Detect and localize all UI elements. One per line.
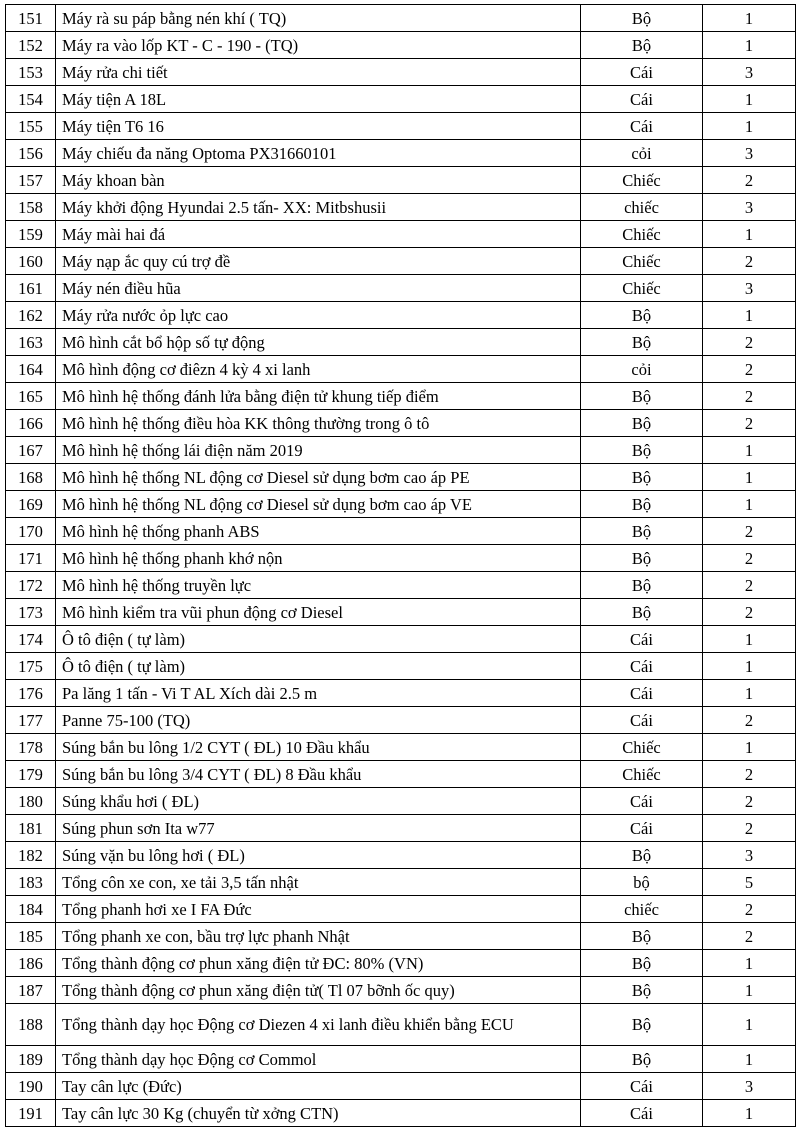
item-name-cell: Tay cân lực 30 Kg (chuyển từ xởng CTN)	[56, 1100, 581, 1127]
row-number-cell: 174	[6, 626, 56, 653]
item-name-cell: Súng bắn bu lông 3/4 CYT ( ĐL) 8 Đầu khẩu	[56, 761, 581, 788]
item-name-cell: Máy khoan bàn	[56, 167, 581, 194]
unit-cell: Cái	[581, 59, 703, 86]
table-row	[6, 815, 796, 842]
row-number-cell: 176	[6, 680, 56, 707]
inventory-table	[5, 4, 796, 1127]
unit-cell: Bộ	[581, 545, 703, 572]
item-name-cell: Tổng côn xe con, xe tải 3,5 tấn nhật	[56, 869, 581, 896]
table-row	[6, 842, 796, 869]
unit-cell: Bộ	[581, 302, 703, 329]
row-number-cell: 173	[6, 599, 56, 626]
quantity-cell: 2	[703, 923, 796, 950]
unit-cell: Bộ	[581, 977, 703, 1004]
unit-cell: Cái	[581, 1073, 703, 1100]
quantity-cell: 2	[703, 356, 796, 383]
table-row	[6, 950, 796, 977]
item-name-cell: Pa lăng 1 tấn - Vi T AL Xích dài 2.5 m	[56, 680, 581, 707]
table-row	[6, 896, 796, 923]
table-row	[6, 113, 796, 140]
item-name-cell: Súng khẩu hơi ( ĐL)	[56, 788, 581, 815]
row-number-cell: 172	[6, 572, 56, 599]
table-row	[6, 761, 796, 788]
unit-cell: Bộ	[581, 491, 703, 518]
table-row	[6, 572, 796, 599]
item-name-cell: Mô hình hệ thống NL động cơ Diesel sử dụng bơm cao áp PE	[56, 464, 581, 491]
item-name-cell: Tổng thành dạy học Động cơ Commol	[56, 1046, 581, 1073]
row-number-cell: 180	[6, 788, 56, 815]
row-number-cell: 169	[6, 491, 56, 518]
item-name-cell: Mô hình hệ thống điều hòa KK thông thường trong ô tô	[56, 410, 581, 437]
item-name-cell: Mô hình hệ thống truyền lực	[56, 572, 581, 599]
quantity-cell: 1	[703, 977, 796, 1004]
table-row	[6, 437, 796, 464]
table-row	[6, 734, 796, 761]
quantity-cell: 1	[703, 1100, 796, 1127]
row-number-cell: 164	[6, 356, 56, 383]
row-number-cell: 153	[6, 59, 56, 86]
unit-cell: Cái	[581, 815, 703, 842]
quantity-cell: 2	[703, 761, 796, 788]
unit-cell: bộ	[581, 869, 703, 896]
unit-cell: Cái	[581, 86, 703, 113]
quantity-cell: 2	[703, 329, 796, 356]
unit-cell: chiếc	[581, 896, 703, 923]
unit-cell: Bộ	[581, 950, 703, 977]
table-row	[6, 599, 796, 626]
quantity-cell: 3	[703, 59, 796, 86]
table-row	[6, 275, 796, 302]
item-name-cell: Mô hình kiểm tra vũi phun động cơ Diesel	[56, 599, 581, 626]
unit-cell: Cái	[581, 680, 703, 707]
unit-cell: Bộ	[581, 464, 703, 491]
table-row	[6, 653, 796, 680]
row-number-cell: 156	[6, 140, 56, 167]
item-name-cell: Mô hình hệ thống phanh khớ nộn	[56, 545, 581, 572]
unit-cell: Cái	[581, 707, 703, 734]
row-number-cell: 185	[6, 923, 56, 950]
unit-cell: Chiếc	[581, 221, 703, 248]
item-name-cell: Tổng thành dạy học Động cơ Diezen 4 xi lanh điều khiển bằng ECU	[56, 1004, 581, 1046]
quantity-cell: 1	[703, 680, 796, 707]
quantity-cell: 2	[703, 599, 796, 626]
quantity-cell: 1	[703, 221, 796, 248]
unit-cell: Cái	[581, 788, 703, 815]
table-row	[6, 383, 796, 410]
item-name-cell: Máy chiếu đa năng Optoma PX31660101	[56, 140, 581, 167]
quantity-cell: 2	[703, 248, 796, 275]
quantity-cell: 2	[703, 572, 796, 599]
unit-cell: Bộ	[581, 329, 703, 356]
quantity-cell: 2	[703, 410, 796, 437]
quantity-cell: 3	[703, 275, 796, 302]
row-number-cell: 171	[6, 545, 56, 572]
table-row	[6, 86, 796, 113]
row-number-cell: 175	[6, 653, 56, 680]
row-number-cell: 159	[6, 221, 56, 248]
row-number-cell: 187	[6, 977, 56, 1004]
item-name-cell: Mô hình động cơ điêzn 4 kỳ 4 xi lanh	[56, 356, 581, 383]
item-name-cell: Máy tiện A 18L	[56, 86, 581, 113]
table-row	[6, 680, 796, 707]
row-number-cell: 186	[6, 950, 56, 977]
item-name-cell: Mô hình hệ thống đánh lửa bằng điện tử khung tiếp điểm	[56, 383, 581, 410]
unit-cell: Chiếc	[581, 734, 703, 761]
unit-cell: Bộ	[581, 32, 703, 59]
table-row	[6, 869, 796, 896]
row-number-cell: 155	[6, 113, 56, 140]
row-number-cell: 181	[6, 815, 56, 842]
item-name-cell: Mô hình hệ thống NL động cơ Diesel sử dụng bơm cao áp VE	[56, 491, 581, 518]
unit-cell: Bộ	[581, 5, 703, 32]
quantity-cell: 3	[703, 194, 796, 221]
quantity-cell: 3	[703, 1073, 796, 1100]
quantity-cell: 1	[703, 32, 796, 59]
row-number-cell: 154	[6, 86, 56, 113]
table-row	[6, 167, 796, 194]
row-number-cell: 190	[6, 1073, 56, 1100]
row-number-cell: 182	[6, 842, 56, 869]
row-number-cell: 189	[6, 1046, 56, 1073]
row-number-cell: 157	[6, 167, 56, 194]
table-row	[6, 518, 796, 545]
quantity-cell: 1	[703, 1046, 796, 1073]
row-number-cell: 184	[6, 896, 56, 923]
row-number-cell: 158	[6, 194, 56, 221]
row-number-cell: 167	[6, 437, 56, 464]
quantity-cell: 2	[703, 707, 796, 734]
table-row	[6, 356, 796, 383]
row-number-cell: 160	[6, 248, 56, 275]
quantity-cell: 2	[703, 518, 796, 545]
table-row	[6, 626, 796, 653]
table-row	[6, 194, 796, 221]
unit-cell: Bộ	[581, 599, 703, 626]
item-name-cell: Máy khởi động Hyundai 2.5 tấn- XX: Mitbshusii	[56, 194, 581, 221]
item-name-cell: Máy tiện T6 16	[56, 113, 581, 140]
row-number-cell: 170	[6, 518, 56, 545]
quantity-cell: 2	[703, 167, 796, 194]
table-row	[6, 464, 796, 491]
row-number-cell: 151	[6, 5, 56, 32]
item-name-cell: Tổng phanh xe con, bầu trợ lực phanh Nhật	[56, 923, 581, 950]
unit-cell: Chiếc	[581, 275, 703, 302]
table-row	[6, 491, 796, 518]
item-name-cell: Tay cân lực (Đức)	[56, 1073, 581, 1100]
quantity-cell: 2	[703, 896, 796, 923]
unit-cell: Bộ	[581, 437, 703, 464]
row-number-cell: 166	[6, 410, 56, 437]
row-number-cell: 191	[6, 1100, 56, 1127]
table-row	[6, 221, 796, 248]
quantity-cell: 2	[703, 815, 796, 842]
quantity-cell: 5	[703, 869, 796, 896]
row-number-cell: 161	[6, 275, 56, 302]
unit-cell: chiếc	[581, 194, 703, 221]
quantity-cell: 1	[703, 464, 796, 491]
item-name-cell: Máy ra vào lốp KT - C - 190 - (TQ)	[56, 32, 581, 59]
quantity-cell: 1	[703, 626, 796, 653]
item-name-cell: Máy nén điều hũa	[56, 275, 581, 302]
unit-cell: Bộ	[581, 383, 703, 410]
item-name-cell: Panne 75-100 (TQ)	[56, 707, 581, 734]
item-name-cell: Súng vặn bu lông hơi ( ĐL)	[56, 842, 581, 869]
item-name-cell: Tổng phanh hơi xe I FA Đức	[56, 896, 581, 923]
table-row	[6, 59, 796, 86]
item-name-cell: Máy nạp ắc quy cú trợ đề	[56, 248, 581, 275]
table-row	[6, 1004, 796, 1046]
unit-cell: Chiếc	[581, 248, 703, 275]
quantity-cell: 3	[703, 842, 796, 869]
table-row	[6, 545, 796, 572]
unit-cell: Cái	[581, 113, 703, 140]
item-name-cell: Ô tô điện ( tự làm)	[56, 653, 581, 680]
table-row	[6, 707, 796, 734]
row-number-cell: 162	[6, 302, 56, 329]
item-name-cell: Mô hình hệ thống lái điện năm 2019	[56, 437, 581, 464]
quantity-cell: 1	[703, 950, 796, 977]
unit-cell: Cái	[581, 1100, 703, 1127]
item-name-cell: Máy mài hai đá	[56, 221, 581, 248]
item-name-cell: Tổng thành động cơ phun xăng điện tử( Tl 07 bỡnh ốc quy)	[56, 977, 581, 1004]
table-row	[6, 410, 796, 437]
row-number-cell: 179	[6, 761, 56, 788]
table-row	[6, 248, 796, 275]
item-name-cell: Máy rửa nước ỏp lực cao	[56, 302, 581, 329]
item-name-cell: Ô tô điện ( tự làm)	[56, 626, 581, 653]
row-number-cell: 152	[6, 32, 56, 59]
quantity-cell: 2	[703, 788, 796, 815]
table-row	[6, 302, 796, 329]
quantity-cell: 2	[703, 383, 796, 410]
quantity-cell: 1	[703, 5, 796, 32]
row-number-cell: 178	[6, 734, 56, 761]
table-row	[6, 329, 796, 356]
row-number-cell: 168	[6, 464, 56, 491]
unit-cell: Bộ	[581, 572, 703, 599]
inventory-table-body	[6, 5, 796, 1127]
unit-cell: cỏi	[581, 356, 703, 383]
row-number-cell: 177	[6, 707, 56, 734]
table-row	[6, 1046, 796, 1073]
quantity-cell: 2	[703, 545, 796, 572]
table-row	[6, 1073, 796, 1100]
unit-cell: cỏi	[581, 140, 703, 167]
item-name-cell: Tổng thành động cơ phun xăng điện tử ĐC: 80% (VN)	[56, 950, 581, 977]
quantity-cell: 1	[703, 491, 796, 518]
unit-cell: Bộ	[581, 518, 703, 545]
quantity-cell: 1	[703, 113, 796, 140]
row-number-cell: 165	[6, 383, 56, 410]
unit-cell: Bộ	[581, 842, 703, 869]
unit-cell: Bộ	[581, 923, 703, 950]
row-number-cell: 188	[6, 1004, 56, 1046]
table-row	[6, 140, 796, 167]
quantity-cell: 1	[703, 653, 796, 680]
table-row	[6, 788, 796, 815]
item-name-cell: Mô hình cắt bổ hộp số tự động	[56, 329, 581, 356]
unit-cell: Cái	[581, 653, 703, 680]
unit-cell: Chiếc	[581, 167, 703, 194]
item-name-cell: Máy rửa chi tiết	[56, 59, 581, 86]
table-row	[6, 923, 796, 950]
table-row	[6, 5, 796, 32]
unit-cell: Chiếc	[581, 761, 703, 788]
table-row	[6, 977, 796, 1004]
quantity-cell: 1	[703, 437, 796, 464]
item-name-cell: Súng bắn bu lông 1/2 CYT ( ĐL) 10 Đầu khẩu	[56, 734, 581, 761]
quantity-cell: 1	[703, 302, 796, 329]
quantity-cell: 1	[703, 86, 796, 113]
item-name-cell: Súng phun sơn Ita w77	[56, 815, 581, 842]
quantity-cell: 1	[703, 1004, 796, 1046]
row-number-cell: 163	[6, 329, 56, 356]
item-name-cell: Máy rà su páp bằng nén khí ( TQ)	[56, 5, 581, 32]
unit-cell: Bộ	[581, 410, 703, 437]
row-number-cell: 183	[6, 869, 56, 896]
table-row	[6, 32, 796, 59]
unit-cell: Bộ	[581, 1046, 703, 1073]
quantity-cell: 1	[703, 734, 796, 761]
unit-cell: Bộ	[581, 1004, 703, 1046]
quantity-cell: 3	[703, 140, 796, 167]
unit-cell: Cái	[581, 626, 703, 653]
table-row	[6, 1100, 796, 1127]
item-name-cell: Mô hình hệ thống phanh ABS	[56, 518, 581, 545]
